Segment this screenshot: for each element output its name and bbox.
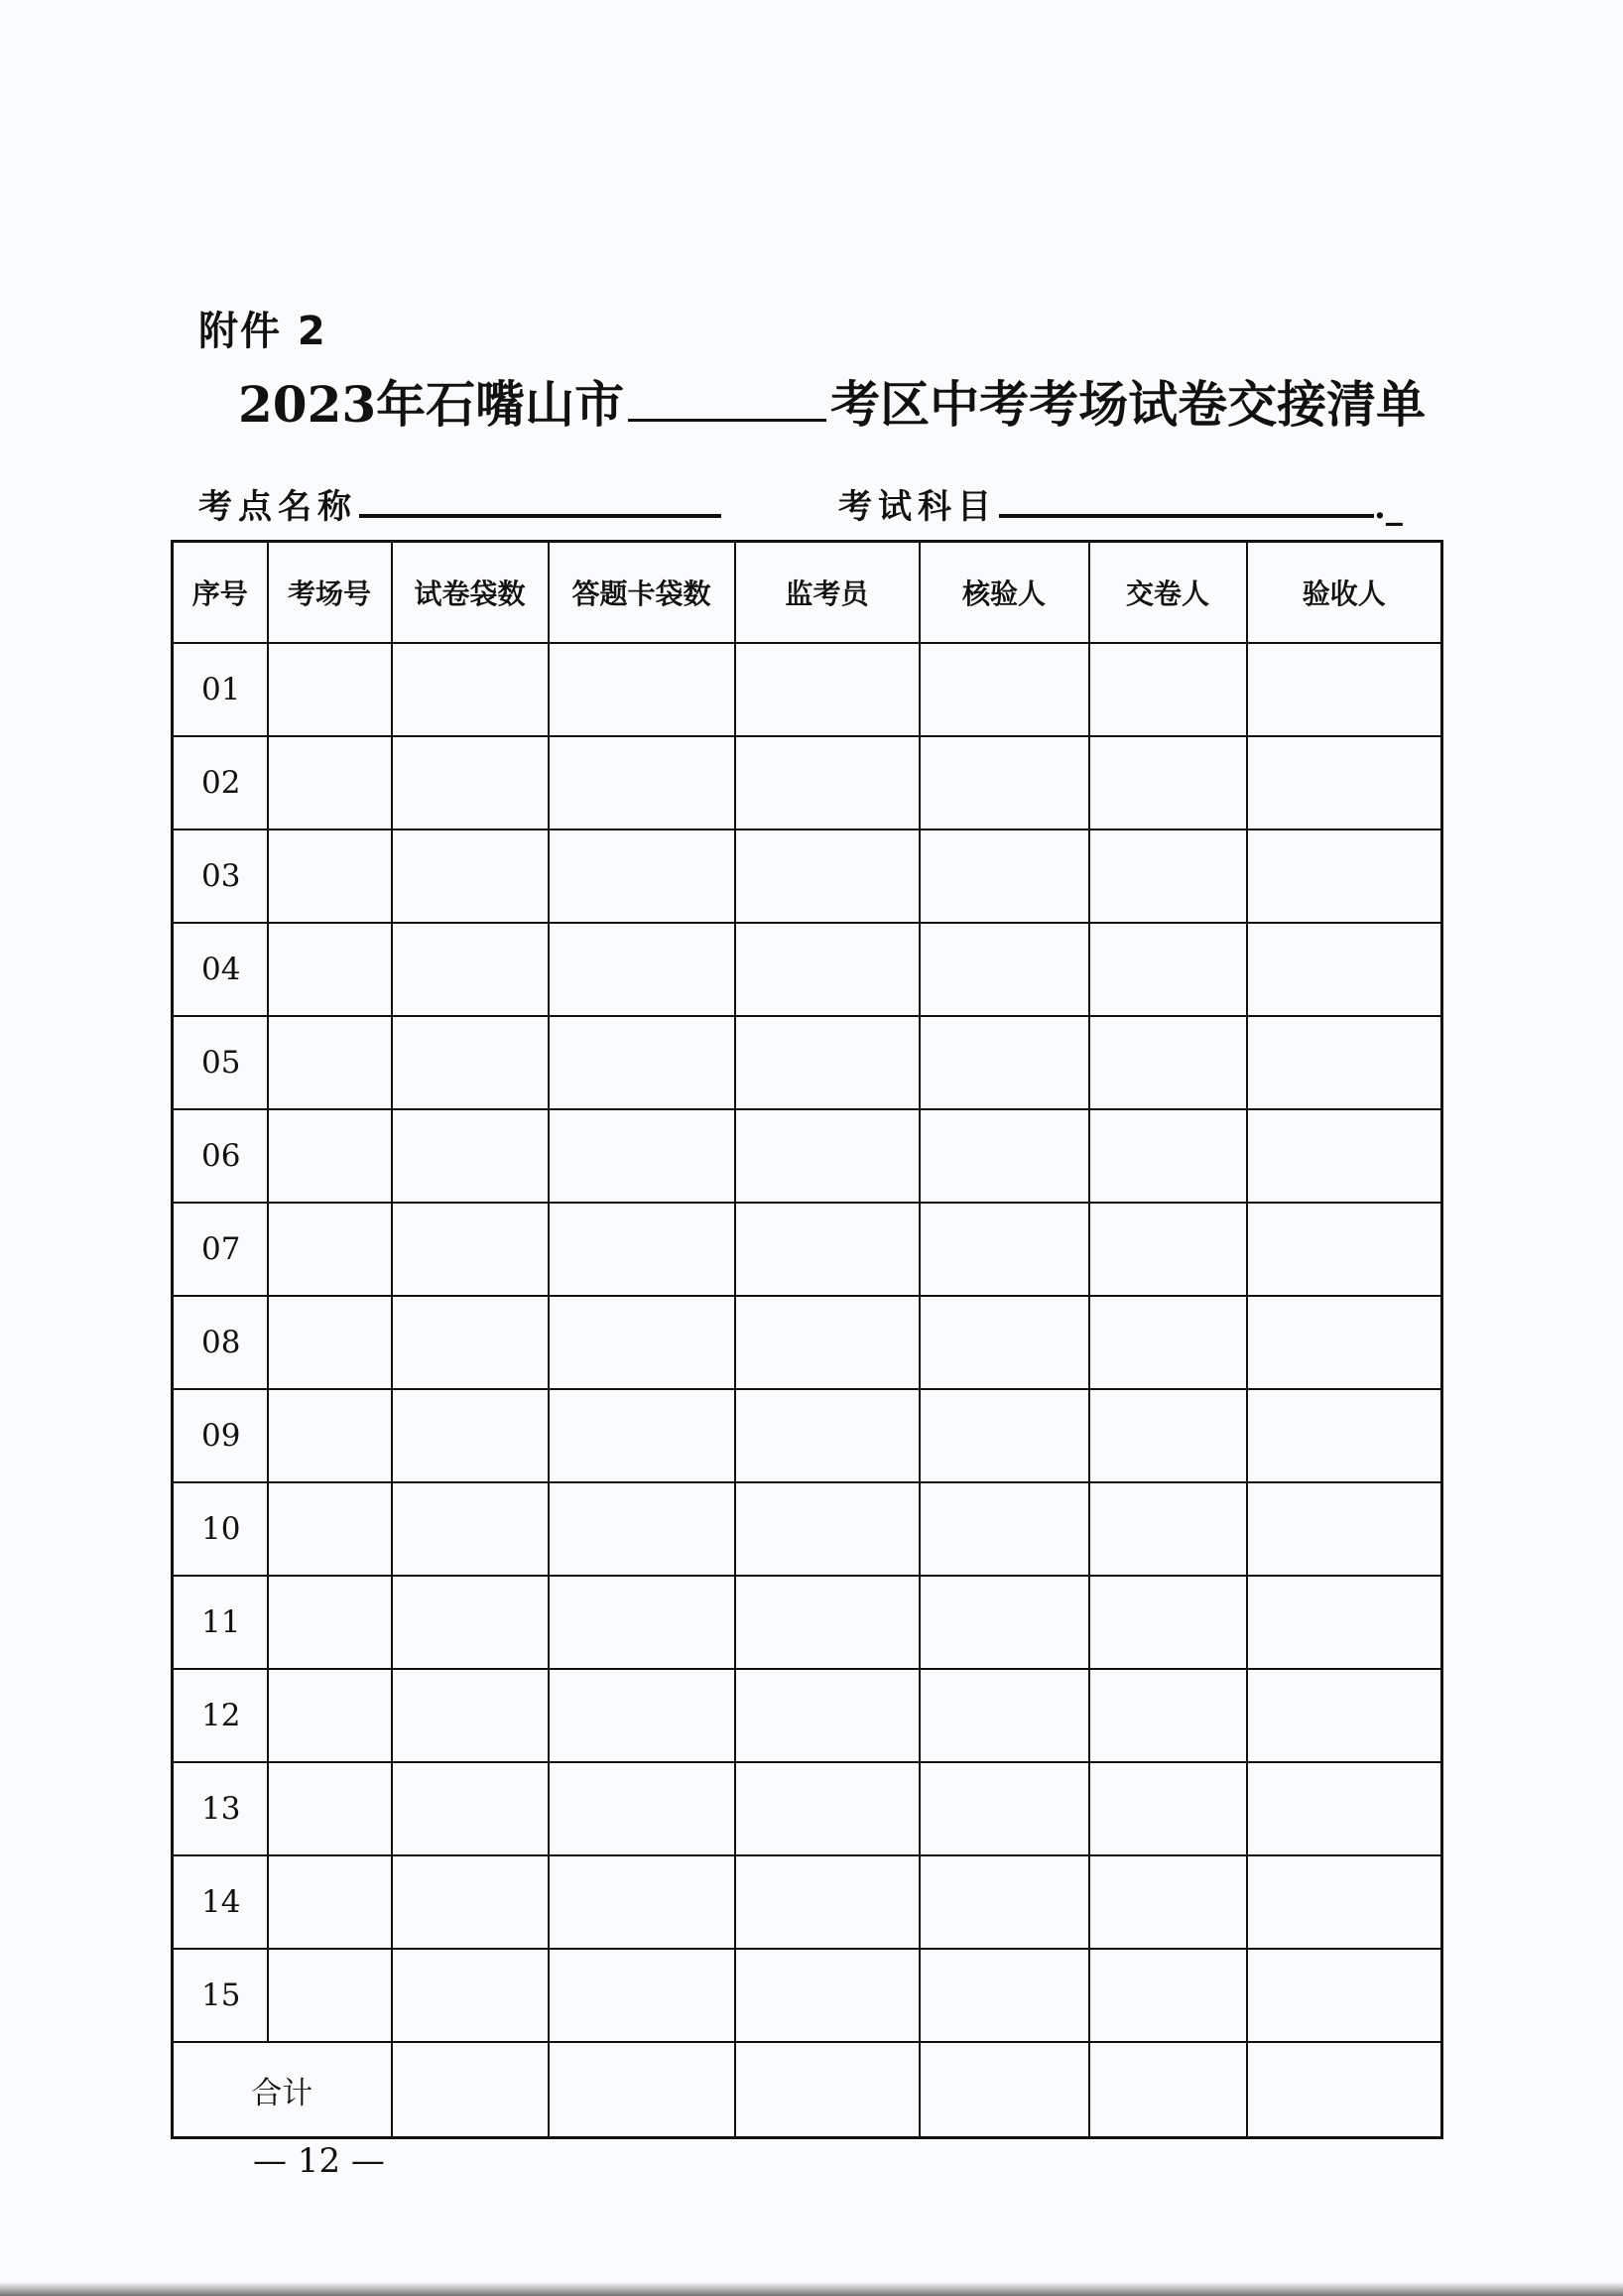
blank-cell bbox=[268, 829, 392, 923]
blank-cell bbox=[392, 923, 549, 1016]
blank-cell bbox=[268, 1576, 392, 1669]
header-answer-card-bags: 答题卡袋数 bbox=[549, 542, 735, 644]
row-seq: 01 bbox=[173, 643, 268, 736]
district-blank bbox=[628, 371, 826, 422]
table-row bbox=[173, 1949, 1442, 2042]
table-row bbox=[173, 1016, 1442, 1109]
blank-cell bbox=[392, 1949, 549, 2042]
row-seq: 06 bbox=[173, 1109, 268, 1203]
subject-fill-line bbox=[999, 474, 1374, 518]
row-seq: 04 bbox=[173, 923, 268, 1016]
blank-cell bbox=[920, 643, 1089, 736]
handover-table bbox=[171, 540, 1443, 2139]
table-row bbox=[173, 1389, 1442, 1482]
blank-cell bbox=[268, 1762, 392, 1855]
header-seq: 序号 bbox=[173, 542, 268, 644]
row-seq: 08 bbox=[173, 1296, 268, 1389]
row-seq: 09 bbox=[173, 1389, 268, 1482]
blank-cell bbox=[735, 1949, 920, 2042]
page-number: — 12 — bbox=[253, 2141, 385, 2181]
header-receiver: 验收人 bbox=[1247, 542, 1442, 644]
blank-cell bbox=[1089, 1855, 1247, 1949]
blank-cell bbox=[735, 643, 920, 736]
table-row bbox=[173, 1482, 1442, 1576]
table-row bbox=[173, 643, 1442, 736]
blank-cell bbox=[549, 1576, 735, 1669]
title-suffix: 考区中考考场试卷交接清单 bbox=[830, 375, 1427, 434]
table-row bbox=[173, 1576, 1442, 1669]
blank-cell bbox=[920, 1389, 1089, 1482]
blank-cell bbox=[392, 1855, 549, 1949]
blank-cell bbox=[549, 923, 735, 1016]
blank-cell bbox=[268, 1109, 392, 1203]
blank-cell bbox=[1247, 643, 1442, 736]
blank-cell bbox=[1089, 1482, 1247, 1576]
blank-cell bbox=[549, 1296, 735, 1389]
table-row bbox=[173, 736, 1442, 829]
blank-cell bbox=[1247, 1482, 1442, 1576]
blank-cell bbox=[1089, 1389, 1247, 1482]
blank-cell bbox=[392, 1482, 549, 1576]
blank-cell bbox=[549, 643, 735, 736]
blank-cell bbox=[1089, 1762, 1247, 1855]
blank-cell bbox=[735, 736, 920, 829]
blank-cell bbox=[1247, 1389, 1442, 1482]
blank-cell bbox=[1247, 1109, 1442, 1203]
row-seq: 12 bbox=[173, 1669, 268, 1762]
total-label: 合计 bbox=[173, 2042, 392, 2138]
total-cell bbox=[549, 2042, 735, 2138]
row-seq: 07 bbox=[173, 1203, 268, 1296]
blank-cell bbox=[920, 1109, 1089, 1203]
blank-cell bbox=[549, 1949, 735, 2042]
blank-cell bbox=[735, 1016, 920, 1109]
blank-cell bbox=[920, 1669, 1089, 1762]
blank-cell bbox=[1247, 1296, 1442, 1389]
row-seq: 05 bbox=[173, 1016, 268, 1109]
title-prefix: 2023年石嘴山市 bbox=[238, 375, 625, 434]
blank-cell bbox=[1089, 923, 1247, 1016]
venue-field bbox=[198, 474, 721, 528]
blank-cell bbox=[735, 1762, 920, 1855]
blank-cell bbox=[268, 736, 392, 829]
blank-cell bbox=[1247, 736, 1442, 829]
total-cell bbox=[920, 2042, 1089, 2138]
blank-cell bbox=[1247, 1203, 1442, 1296]
blank-cell bbox=[920, 1203, 1089, 1296]
blank-cell bbox=[735, 1389, 920, 1482]
blank-cell bbox=[1247, 1016, 1442, 1109]
blank-cell bbox=[268, 1669, 392, 1762]
blank-cell bbox=[920, 1762, 1089, 1855]
blank-cell bbox=[392, 736, 549, 829]
subject-label: 考试科目 bbox=[838, 487, 997, 527]
blank-cell bbox=[735, 1109, 920, 1203]
total-cell bbox=[735, 2042, 920, 2138]
header-paper-bags: 试卷袋数 bbox=[392, 542, 549, 644]
venue-fill-line bbox=[359, 474, 721, 518]
blank-cell bbox=[1089, 1949, 1247, 2042]
blank-cell bbox=[920, 1855, 1089, 1949]
header-room-no: 考场号 bbox=[268, 542, 392, 644]
blank-cell bbox=[735, 1296, 920, 1389]
table-header-row bbox=[173, 542, 1442, 644]
blank-cell bbox=[735, 1482, 920, 1576]
blank-cell bbox=[1089, 829, 1247, 923]
blank-cell bbox=[920, 1296, 1089, 1389]
blank-cell bbox=[1247, 1576, 1442, 1669]
row-seq: 03 bbox=[173, 829, 268, 923]
header-submitter: 交卷人 bbox=[1089, 542, 1247, 644]
header-verifier: 核验人 bbox=[920, 542, 1089, 644]
blank-cell bbox=[392, 1389, 549, 1482]
blank-cell bbox=[392, 1296, 549, 1389]
blank-cell bbox=[549, 736, 735, 829]
blank-cell bbox=[1089, 1296, 1247, 1389]
total-cell bbox=[392, 2042, 549, 2138]
table-row bbox=[173, 1762, 1442, 1855]
table-row bbox=[173, 1203, 1442, 1296]
blank-cell bbox=[392, 1762, 549, 1855]
blank-cell bbox=[1089, 1203, 1247, 1296]
table-row bbox=[173, 829, 1442, 923]
blank-cell bbox=[735, 1669, 920, 1762]
blank-cell bbox=[549, 1016, 735, 1109]
blank-cell bbox=[1247, 1669, 1442, 1762]
blank-cell bbox=[268, 1203, 392, 1296]
blank-cell bbox=[735, 1203, 920, 1296]
header-proctor: 监考员 bbox=[735, 542, 920, 644]
total-cell bbox=[1089, 2042, 1247, 2138]
blank-cell bbox=[1089, 1016, 1247, 1109]
scan-edge-shadow bbox=[0, 2282, 1623, 2296]
blank-cell bbox=[392, 829, 549, 923]
blank-cell bbox=[920, 923, 1089, 1016]
subject-field bbox=[838, 474, 1403, 528]
blank-cell bbox=[920, 1016, 1089, 1109]
row-seq: 02 bbox=[173, 736, 268, 829]
blank-cell bbox=[1089, 1576, 1247, 1669]
blank-cell bbox=[549, 1855, 735, 1949]
blank-cell bbox=[392, 1109, 549, 1203]
blank-cell bbox=[392, 1669, 549, 1762]
blank-cell bbox=[920, 829, 1089, 923]
blank-cell bbox=[268, 1482, 392, 1576]
blank-cell bbox=[268, 1389, 392, 1482]
venue-label: 考点名称 bbox=[198, 487, 357, 527]
table-row bbox=[173, 1109, 1442, 1203]
row-seq: 11 bbox=[173, 1576, 268, 1669]
blank-cell bbox=[549, 1389, 735, 1482]
blank-cell bbox=[920, 1576, 1089, 1669]
blank-cell bbox=[268, 1296, 392, 1389]
blank-cell bbox=[1247, 1949, 1442, 2042]
blank-cell bbox=[1247, 1855, 1442, 1949]
row-seq: 14 bbox=[173, 1855, 268, 1949]
blank-cell bbox=[268, 1855, 392, 1949]
blank-cell bbox=[920, 1482, 1089, 1576]
row-seq: 10 bbox=[173, 1482, 268, 1576]
document-title bbox=[238, 365, 1426, 437]
blank-cell bbox=[549, 1203, 735, 1296]
blank-cell bbox=[549, 1762, 735, 1855]
blank-cell bbox=[549, 829, 735, 923]
blank-cell bbox=[920, 1949, 1089, 2042]
total-row bbox=[173, 2042, 1442, 2138]
blank-cell bbox=[392, 1203, 549, 1296]
table-row bbox=[173, 1855, 1442, 1949]
blank-cell bbox=[1089, 736, 1247, 829]
blank-cell bbox=[392, 643, 549, 736]
blank-cell bbox=[735, 923, 920, 1016]
table-row bbox=[173, 923, 1442, 1016]
blank-cell bbox=[392, 1016, 549, 1109]
row-seq: 13 bbox=[173, 1762, 268, 1855]
row-seq: 15 bbox=[173, 1949, 268, 2042]
blank-cell bbox=[392, 1576, 549, 1669]
blank-cell bbox=[549, 1109, 735, 1203]
blank-cell bbox=[268, 1949, 392, 2042]
blank-cell bbox=[549, 1669, 735, 1762]
blank-cell bbox=[268, 923, 392, 1016]
total-cell bbox=[1247, 2042, 1442, 2138]
blank-cell bbox=[735, 1576, 920, 1669]
subject-tail-mark: ._ bbox=[1374, 487, 1403, 527]
blank-cell bbox=[268, 643, 392, 736]
blank-cell bbox=[735, 829, 920, 923]
blank-cell bbox=[1247, 923, 1442, 1016]
blank-cell bbox=[735, 1855, 920, 1949]
blank-cell bbox=[1089, 1109, 1247, 1203]
blank-cell bbox=[268, 1016, 392, 1109]
blank-cell bbox=[549, 1482, 735, 1576]
blank-cell bbox=[1089, 1669, 1247, 1762]
table-row bbox=[173, 1296, 1442, 1389]
blank-cell bbox=[1247, 1762, 1442, 1855]
blank-cell bbox=[1247, 829, 1442, 923]
blank-cell bbox=[920, 736, 1089, 829]
table-row bbox=[173, 1669, 1442, 1762]
attachment-label: 附件 2 bbox=[198, 309, 327, 354]
blank-cell bbox=[1089, 643, 1247, 736]
